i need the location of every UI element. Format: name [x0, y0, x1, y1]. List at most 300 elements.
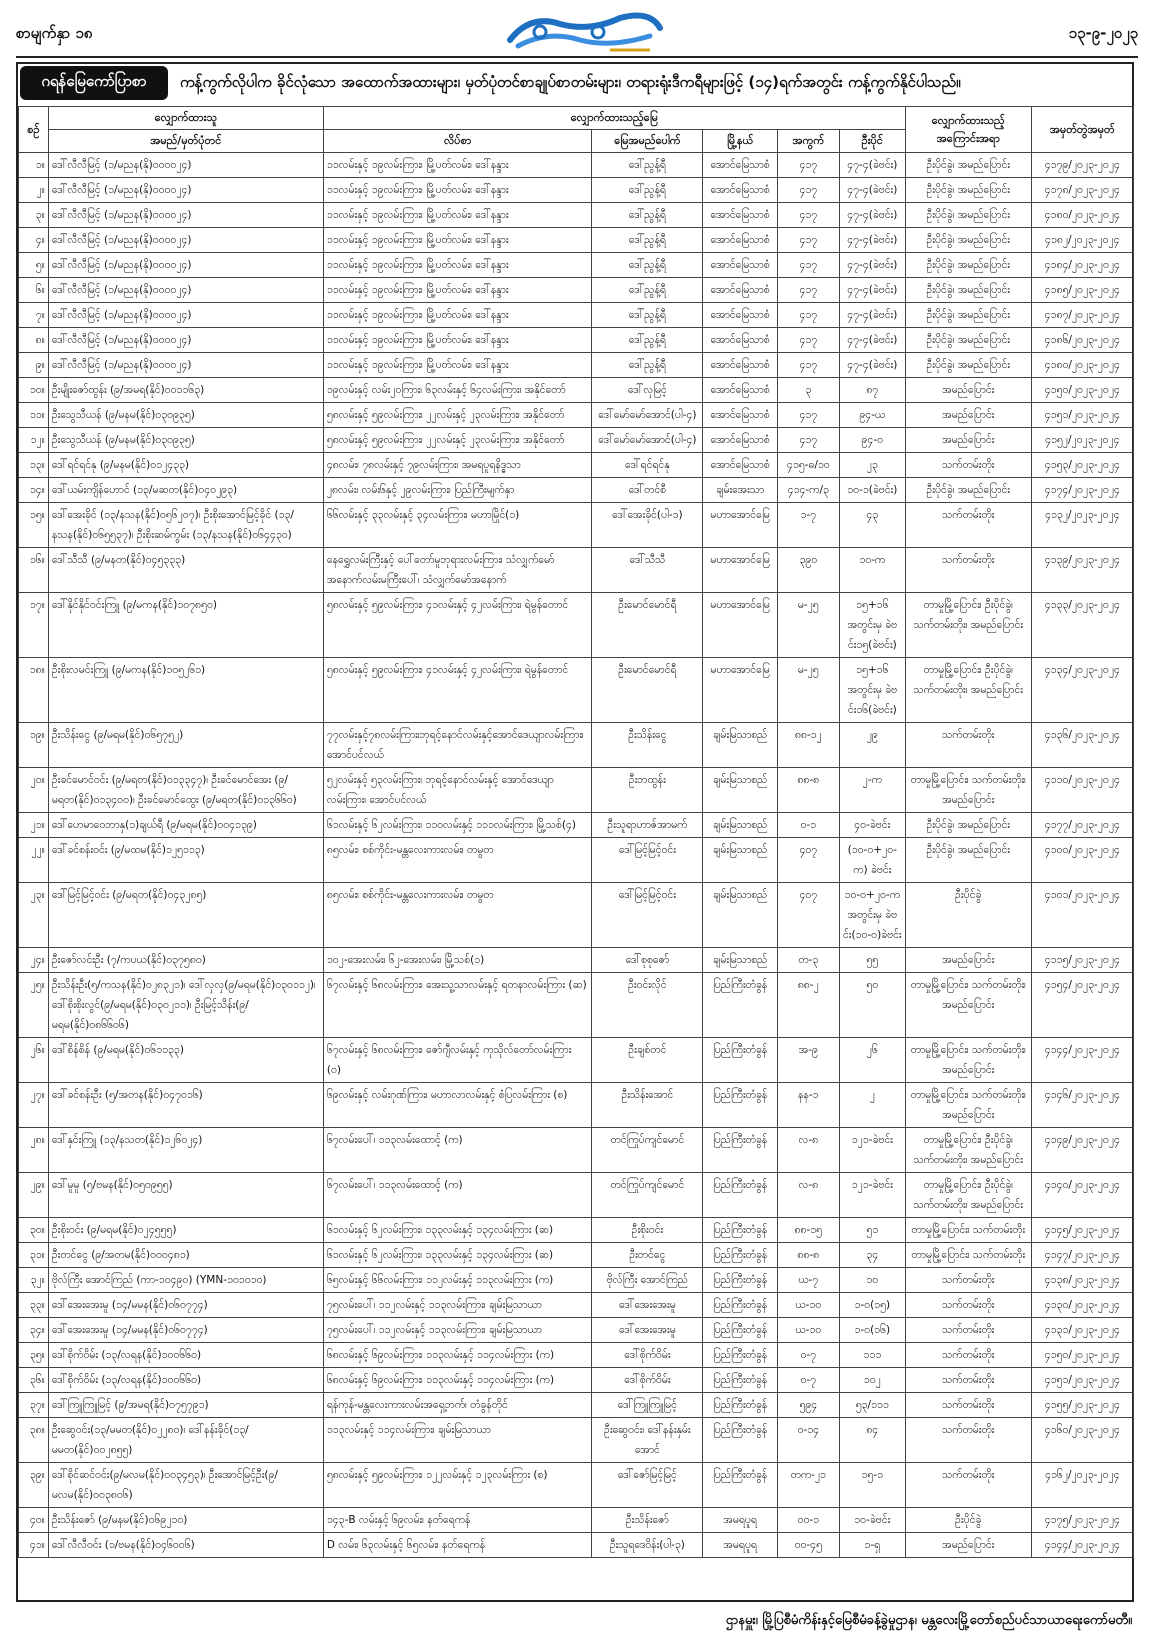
table-row [19, 378, 1134, 403]
row-number: ၂၆။ [19, 1038, 49, 1083]
table-row [19, 503, 1134, 548]
reason-cell: တာမှုမြို့ပြောင်း၊ သက်တမ်းတိုး၊ အမည်ပြောင်း [905, 768, 1031, 813]
reason-cell: အမည်ပြောင်း [905, 1533, 1031, 1558]
plot-cell: ၅၁ [839, 1218, 905, 1243]
applicant-cell: ဦးစိုးဝင်း (၉/မရမ(နိုင်)၀၂၄၅၅၅) [48, 1218, 323, 1243]
newspaper-logo [500, 10, 670, 56]
reg-no-cell: ၄၁၃၆/၂၀၂၃-၂၀၂၄ [1031, 723, 1133, 768]
land-name-cell: ဒေါ်ဇော်မြင့်မြင့် [592, 1463, 703, 1508]
township-cell: အမရပူရ [703, 1533, 778, 1558]
land-name-cell: ဒေါ်ညွန့်ရီ [592, 303, 703, 328]
plot-cell: ၅၃/၁၁၁ [839, 1393, 905, 1418]
plot-cell: ၁၀၂ [839, 1368, 905, 1393]
township-cell: ချမ်းမြသာစည် [703, 813, 778, 838]
block-cell: အ-၉ [777, 1038, 839, 1083]
row-number: ၃၅။ [19, 1343, 49, 1368]
plot-cell: ၄၇-၄(ခဲဗင်း) [839, 153, 905, 178]
land-name-cell: ဗိုလ်ကြီး အောင်ကြည် [592, 1268, 703, 1293]
plot-cell: ၄၇-၄(ခဲဗင်း) [839, 203, 905, 228]
applicant-cell: ဦးသွေသီယန် (၉/မနမ(နိုင်)၀၃၀၉၃၅) [48, 428, 323, 453]
table-row [19, 548, 1134, 593]
block-cell: ၅၉၄ [777, 1393, 839, 1418]
plot-cell: ၈၄ [839, 1418, 905, 1463]
applicant-cell: ဒေါ်ခင်စန်းဦး (၅/အတန(နိုင်)၀၄၇၀၁၆) [48, 1083, 323, 1128]
plot-cell: ၉၄-၀ [839, 428, 905, 453]
address-cell: ၆၈လမ်းနှင့် ၆၉လမ်းကြား၊ ၁၁၃လမ်းနှင့် ၁၁၄လမ်းကြား (က) [323, 1368, 592, 1393]
plot-cell: ၅၀ [839, 973, 905, 1038]
row-number: ၄၁။ [19, 1533, 49, 1558]
plot-cell: ၄၇-၄(ခဲဗင်း) [839, 178, 905, 203]
table-row [19, 1508, 1134, 1533]
header-block: အကွက် [777, 130, 839, 153]
land-name-cell: ဒေါ်မြင့်မြင့်ဝင်း [592, 838, 703, 883]
plot-cell: ၂ [839, 1083, 905, 1128]
header-land-name: မြေအမည်ပေါက် [592, 130, 703, 153]
land-name-cell: ဒေါ်မော်မော်အောင်(ပါ-၄) [592, 428, 703, 453]
row-number: ၃၁။ [19, 1243, 49, 1268]
address-cell: ၅၈လမ်းနှင့် ၅၉လမ်းကြား၊ ၄၁လမ်းနှင့် ၄၂လမ်းကြား၊ ရဲမွန်တောင် [323, 658, 592, 723]
reg-no-cell: ၄၁၅၄/၂၀၂၃-၂၀၂၄ [1031, 973, 1133, 1038]
row-number: ၁၃။ [19, 453, 49, 478]
table-row [19, 1368, 1134, 1393]
plot-cell: ၈၇ [839, 378, 905, 403]
block-cell: ၄၁၇ [777, 303, 839, 328]
township-cell: ပြည်ကြီးတံခွန် [703, 1038, 778, 1083]
row-number: ၄၀။ [19, 1508, 49, 1533]
township-cell: အောင်မြေသာစံ [703, 428, 778, 453]
reason-cell: အမည်ပြောင်း [905, 378, 1031, 403]
address-cell: ၁၁လမ်းနှင့် ၁၉လမ်းကြား၊ မြို့ပတ်လမ်း၊ ဒေါ်နန္ဒား [323, 278, 592, 303]
reason-cell: သက်တမ်းတိုး [905, 1418, 1031, 1463]
address-cell: ရန်ကုန်-မန္တလေးကားလမ်းအရှေ့ဘက်၊ တံခွန်တိုင် [323, 1393, 592, 1418]
reg-no-cell: ၄၁၃၀/၂၀၂၃-၂၀၂၄ [1031, 1293, 1133, 1318]
address-cell: ၁၉လမ်းနှင့် လမ်း၂၀ကြား၊ ၆၃လမ်းနှင့် ၆၄လမ်းကြား၊ အနိုင်တော် [323, 378, 592, 403]
township-cell: ပြည်ကြီးတံခွန် [703, 1463, 778, 1508]
applicant-cell: ဒေါ်လီလီမြင့် (၁/မညန(နို)၀၀၀၀၂၄) [48, 253, 323, 278]
block-cell: ၄၀၇ [777, 883, 839, 948]
applicant-cell: ဒေါ်လီလီမြင့် (၁/မညန(နို)၀၀၀၀၂၄) [48, 353, 323, 378]
row-number: ၁။ [19, 153, 49, 178]
header-reg-no: အမှတ်တွဲအမှတ် [1031, 107, 1133, 153]
row-number: ၂၃။ [19, 883, 49, 948]
plot-cell: ၄၇-၄(ခဲဗင်း) [839, 278, 905, 303]
reg-no-cell: ၄၁၄၆/၂၀၂၃-၂၀၂၄ [1031, 1083, 1133, 1128]
land-name-cell: ဒေါ်မြင့်မြင့်ဝင်း [592, 883, 703, 948]
township-cell: အောင်မြေသာစံ [703, 178, 778, 203]
reason-cell: သက်တမ်းတိုး [905, 1343, 1031, 1368]
address-cell: နေရွှေလမ်းကြီးနှင့် ပေါ်တော်မူဘုရားလမ်းကြား၊ သံလျှက်မော်အနောက်လမ်းမကြီးပေါ်၊ သံလျှက်မော်အနောက် [323, 548, 592, 593]
reason-cell: တာမှုမြို့ပြောင်း၊ သက်တမ်းတိုး [905, 1243, 1031, 1268]
address-cell: D လမ်း၊ ၆၃လမ်းနှင့် ၆၅လမ်း၊ နတ်ရေကန် [323, 1533, 592, 1558]
land-name-cell: တင်ကြုပ်ကျင်မောင် [592, 1173, 703, 1218]
row-number: ၃၈။ [19, 1418, 49, 1463]
header-address: လိပ်စာ [323, 130, 592, 153]
address-cell: ၄၈လမ်း၊ ၇၈လမ်းနှင့် ၇၉လမ်းကြား၊ အမရပူရနိဒ္ဓသာ [323, 453, 592, 478]
address-cell: ၆၇လမ်းနှင့် ၆၈လမ်းကြား၊ ဇော်ဂျီလမ်းနှင့် ကုသိုလ်တော်လမ်းကြား (ဝ) [323, 1038, 592, 1083]
reason-cell: ဦးပိုင်ခွဲ၊ အမည်ပြောင်း [905, 278, 1031, 303]
township-cell: အောင်မြေသာစံ [703, 378, 778, 403]
plot-cell: ၁၀-၀+၂၀-က အတွင်းမှ ခဲဗင်း(၁၀-၀)ခဲဗင်း [839, 883, 905, 948]
township-cell: ပြည်ကြီးတံခွန် [703, 973, 778, 1038]
applicant-cell: ဒေါ်ခင်စန်းဝင်း (၉/မထမ(နိုင်)၁၂၅၁၁၃) [48, 838, 323, 883]
reg-no-cell: ၄၁၇၅/၂၀၂၃-၂၀၂၄ [1031, 1508, 1133, 1533]
township-cell: အောင်မြေသာစံ [703, 153, 778, 178]
table-row [19, 403, 1134, 428]
applicant-cell: ဦးတင်ငွေ (၉/အတမ(နိုင်)၀၀၀၄၈၁) [48, 1243, 323, 1268]
land-name-cell: ဦးဘထွန်း [592, 768, 703, 813]
address-cell: ၁၄၃-B လမ်းနှင့် ၆၉လမ်း၊ နတ်ရေကန် [323, 1508, 592, 1533]
row-number: ၃၀။ [19, 1218, 49, 1243]
table-row [19, 1173, 1134, 1218]
table-row [19, 593, 1134, 658]
reason-cell: အမည်ပြောင်း [905, 948, 1031, 973]
reason-cell: တာမှုမြို့ပြောင်း၊ သက်တမ်းတိုး၊ အမည်ပြောင်း [905, 1038, 1031, 1083]
reason-cell: ဦးပိုင်ခွဲ၊ အမည်ပြောင်း [905, 253, 1031, 278]
table-row [19, 948, 1134, 973]
address-cell: ၆၈လမ်းနှင့် ၆၉လမ်းကြား၊ ၁၁၃လမ်းနှင့် ၁၁၄လမ်းကြား (က) [323, 1343, 592, 1368]
land-name-cell: ဒေါ်အေးအေးမူ [592, 1318, 703, 1343]
reg-no-cell: ၄၁၇၉/၂၀၂၃-၂၀၂၄ [1031, 153, 1133, 178]
block-cell: ၄၁၇ [777, 403, 839, 428]
address-cell: ၆၉လမ်းနှင့် လမ်းဂုဏ်ကြား၊ မဟာလာလမ်းနှင့် စံပြလမ်းကြား (စ) [323, 1083, 592, 1128]
row-number: ၂၈။ [19, 1128, 49, 1173]
reg-no-cell: ၄၁၃၈/၂၀၂၃-၂၀၂၄ [1031, 1268, 1133, 1293]
table-row [19, 203, 1134, 228]
row-number: ၁၉။ [19, 723, 49, 768]
plot-cell: ၁၀-က [839, 548, 905, 593]
applicant-cell: ဦးသွေသီယန် (၉/မနမ(နိုင်)၀၃၀၉၃၅) [48, 403, 323, 428]
reg-no-cell: ၄၁၀၁/၂၀၂၃-၂၀၂၄ [1031, 883, 1133, 948]
applicant-cell: ဦးဆွေဝင်း(၁၃/မမတ(နိုင်)၀၂၂၈၀)၊ ဒေါ်နန်းခိုင်(၁၃/မမတ(နိုင်)၀၀၂၈၅၅) [48, 1418, 323, 1463]
applicant-cell: ဒေါ်လီလီမြင့် (၁/မညန(နို)၀၀၀၀၂၄) [48, 303, 323, 328]
table-row [19, 658, 1134, 723]
reason-cell: သက်တမ်းတိုး [905, 548, 1031, 593]
address-cell: ၅၈လမ်းနှင့် ၅၉လမ်းကြား၊ ၄၁လမ်းနှင့် ၄၂လမ်းကြား၊ ရဲမွန်တောင် [323, 593, 592, 658]
applicant-cell: ဒေါ်ရင်ရင်နု (၉/မနမ(နိုင်)၀၁၂၄၃၃) [48, 453, 323, 478]
applicant-cell: ဒေါ်အေးအေးမူ (၁၄/မမန(နိုင်)၀၆၀၇၇၄) [48, 1318, 323, 1343]
applicant-cell: ဒေါ်စိုက်ဝိမ်း (၁၃/လရန(နိုင်)၁၀၀၆၆၀) [48, 1343, 323, 1368]
applicant-cell: ဒေါ်အေးခိုင် (၁၃/နသန(နိုင်)၀၅၆၂၀၇)၊ ဦးစိုးအောင်မြင့်ခိုင် (၁၃/နသန(နိုင်)၀၆၅၅၃၇)၊ ဦးစိုးဆမ်ကွမ်း (၁၃/နသန(နိုင်)၀၆၄၄၃၀) [48, 503, 323, 548]
address-cell: ၅၈လမ်းနှင့် ၅၉လမ်းကြား၊ ၁၂၂လမ်းနှင့် ၁၂၃လမ်းကြား (စ) [323, 1463, 592, 1508]
row-number: ၃။ [19, 203, 49, 228]
applicant-cell: ဦးခင်မောင်ဝင်း (၉/မရတ(နိုင်)၀၁၃၃၄၇)၊ ဦးခင်မောင်အေး (၉/မရတ(နိုင်)၀၁၃၄၀၀)၊ ဦးခင်မောင်ထွေး (၉/မရတ(နိုင်)၀၁၃၆၆၀) [48, 768, 323, 813]
plot-cell: ၁၀ [839, 1268, 905, 1293]
township-cell: ချမ်းအေးသာ [703, 478, 778, 503]
address-cell: ၆၇လမ်းနှင့် ၆၈လမ်းကြား၊ အေးသူ့သာလမ်းနှင့် ရတနာလမ်းကြား (ဆ) [323, 973, 592, 1038]
table-row [19, 353, 1134, 378]
header-land-group: လျှောက်ထားသည့်မြေ [323, 107, 905, 130]
reg-no-cell: ၄၁၈၇/၂၀၂၃-၂၀၂၄ [1031, 303, 1133, 328]
applicant-cell: ဒေါ်စိုင်ဆင်ဝင်း(၉/မလမ(နိုင်)၀၀၃၄၅၃)၊ ဦးအောင်မြင့်ဦး(၉/မလမ(နိုင်)၀၀၃၈၀၆) [48, 1463, 323, 1508]
township-cell: အောင်မြေသာစံ [703, 453, 778, 478]
township-cell: ပြည်ကြီးတံခွန် [703, 1393, 778, 1418]
applicant-cell: ဦးသိန်းဦး(၅/ကသန(နိုင်)၀၂၈၃၂၁)၊ ဒေါ်လှလှ(၉/မရမ(နိုင်)၀၃၀၁၁၂)၊ ဒေါ်စိုးစိုးလွင်(၉/မရမ(နိုင်)၀၃၀၂၁၁)၊ ဦးမြင့်သိန်း(၉/မရမ(နိုင်)၀၈၆၆၀၆) [48, 973, 323, 1038]
row-number: ၂၁။ [19, 813, 49, 838]
address-cell: ၆၁လမ်းနှင့် ၆၂လမ်းကြား၊ ၁၁၀လမ်းနှင့် ၁၁၁လမ်းကြား၊ မြို့သစ်(၄) [323, 813, 592, 838]
address-cell: ၆၆လမ်းနှင့် ၃၃လမ်းနှင့် ၃၄လမ်းကြား၊ မဟာမြိုင်(၁) [323, 503, 592, 548]
plot-cell: ၄၇-၄(ခဲဗင်း) [839, 353, 905, 378]
reason-cell: သက်တမ်းတိုး [905, 1318, 1031, 1343]
land-registry-table [18, 106, 1134, 1558]
plot-cell: ၁၀-၁(ခဲဗင်း) [839, 478, 905, 503]
township-cell: မဟာအောင်မြေ [703, 503, 778, 548]
address-cell: ၆၁လမ်းနှင့် ၆၂လမ်းကြား၊ ၁၃၃လမ်းနှင့် ၁၃၄လမ်းကြား (ဆ) [323, 1218, 592, 1243]
block-cell: ၀-၁ [777, 813, 839, 838]
applicant-cell: ဒေါ်လီလီမြင့် (၁/မညန(နို)၀၀၀၀၂၄) [48, 178, 323, 203]
block-cell: တ-၃ [777, 948, 839, 973]
table-row [19, 1083, 1134, 1128]
land-name-cell: ဒေါ်စိုက်ဝိမ်း [592, 1368, 703, 1393]
applicant-cell: ဒေါ်အေးအေးမူ (၁၄/မမန(နိုင်)၀၆၀၇၇၄) [48, 1293, 323, 1318]
land-name-cell: ဦးသိန်းအောင် [592, 1083, 703, 1128]
reason-cell: တာမှုမြို့ပြောင်း၊ ဦးပိုင်ခွဲ၊ သက်တမ်းတိုး၊ အမည်ပြောင်း [905, 658, 1031, 723]
reason-cell: ဦးပိုင်ခွဲ၊ အမည်ပြောင်း [905, 813, 1031, 838]
land-name-cell: ဒေါ်ညွန့်ရီ [592, 228, 703, 253]
row-number: ၁၇။ [19, 593, 49, 658]
township-cell: အောင်မြေသာစံ [703, 203, 778, 228]
address-cell: ၈၅လမ်း၊ စစ်ကိုင်း-မန္တလေးကားလမ်း၊ တမွတ [323, 883, 592, 948]
reason-cell: သက်တမ်းတိုး [905, 503, 1031, 548]
table-row [19, 1218, 1134, 1243]
reason-cell: ဦးပိုင်ခွဲ [905, 1508, 1031, 1533]
land-name-cell: ဦးသိန်းဇော် [592, 1508, 703, 1533]
row-number: ၃၃။ [19, 1293, 49, 1318]
applicant-cell: ဦးမျိုးဇော်ထွန်း (၉/အမရ(နိုင်)၀၀၁၁၆၃) [48, 378, 323, 403]
row-number: ၂၄။ [19, 948, 49, 973]
land-name-cell: တင်ကြုပ်ကျင်မောင် [592, 1128, 703, 1173]
land-name-cell: ဒေါ်လှမြင့် [592, 378, 703, 403]
reg-no-cell: ၄၁၅၀/၂၀၂၃-၂၀၂၄ [1031, 1343, 1133, 1368]
block-cell: ၈၈-၈ [777, 1243, 839, 1268]
land-name-cell: ဒေါ်သီသီ [592, 548, 703, 593]
block-cell: ၄၁၇ [777, 278, 839, 303]
block-cell: ၄၁၇ [777, 253, 839, 278]
row-number: ၂။ [19, 178, 49, 203]
block-cell: ၄၁၄-က/၃ [777, 478, 839, 503]
reg-no-cell: ၄၁၄၅/၂၀၂၃-၂၀၂၄ [1031, 1218, 1133, 1243]
plot-cell: ၄၇-၄(ခဲဗင်း) [839, 303, 905, 328]
header-applicant: အမည်/မှတ်ပုံတင် [48, 130, 323, 153]
table-row [19, 1318, 1134, 1343]
applicant-cell: ဒေါ်သီသီ (၉/မနတ(နိုင်)၀၄၅၃၃၃) [48, 548, 323, 593]
plot-cell: ၁၅+၁၆ အတွင်းမှ ခဲဗင်း၁၅(ခဲဗင်း) [839, 593, 905, 658]
reg-no-cell: ၄၁၆၂/၂၀၂၃-၂၀၂၄ [1031, 1463, 1133, 1508]
township-cell: ပြည်ကြီးတံခွန် [703, 1243, 778, 1268]
reason-cell: တာမှုမြို့ပြောင်း၊ ဦးပိုင်ခွဲ၊ သက်တမ်းတိုး၊ အမည်ပြောင်း [905, 593, 1031, 658]
table-row [19, 1418, 1134, 1463]
reg-no-cell: ၄၁၈၆/၂၀၂၃-၂၀၂၄ [1031, 328, 1133, 353]
reg-no-cell: ၄၁၄၉/၂၀၂၃-၂၀၂၄ [1031, 1128, 1133, 1173]
township-cell: ချမ်းမြသာစည် [703, 768, 778, 813]
block-cell: ဝ-၇ [777, 1368, 839, 1393]
reg-no-cell: ၄၁၃၉/၂၀၂၃-၂၀၂၄ [1031, 548, 1133, 593]
block-cell: ၀၀-၄၅ [777, 1533, 839, 1558]
land-name-cell: ဦးသိန်းငွေ [592, 723, 703, 768]
applicant-cell: ဒေါ်လီလီဝင်း (၁/ဗမန(နိုင်)၀၄၆၀၀၆) [48, 1533, 323, 1558]
block-cell: ၄၁၇ [777, 353, 839, 378]
block-cell: ၄၁၇ [777, 203, 839, 228]
plot-cell: ၁-၀(၁၆) [839, 1318, 905, 1343]
plot-cell: ၃၄ [839, 1243, 905, 1268]
block-cell: ဝ-၇ [777, 1343, 839, 1368]
reg-no-cell: ၄၁၄၄/၂၀၂၃-၂၀၂၄ [1031, 1038, 1133, 1083]
table-row [19, 838, 1134, 883]
applicant-cell: ဒေါ်စိန်စိန် (၉/မရမ(နိုင်)၀၆၁၁၃၃) [48, 1038, 323, 1083]
reg-no-cell: ၄၁၇၈/၂၀၂၃-၂၀၂၄ [1031, 178, 1133, 203]
reg-no-cell: ၄၁၁၅/၂၀၂၃-၂၀၂၄ [1031, 948, 1133, 973]
land-name-cell: ဒေါ်အေးအေးမူ [592, 1293, 703, 1318]
plot-cell: (၁၀-၀+၂၀-က) ခဲဗင်း [839, 838, 905, 883]
row-number: ၁၆။ [19, 548, 49, 593]
reg-no-cell: ၄၁၅၀/၂၀၂၃-၂၀၂၄ [1031, 378, 1133, 403]
address-cell: ၁၁လမ်းနှင့် ၁၉လမ်းကြား၊ မြို့ပတ်လမ်း၊ ဒေါ်နန္ဒား [323, 178, 592, 203]
township-cell: အောင်မြေသာစံ [703, 403, 778, 428]
applicant-cell: ဒေါ်လီလီမြင့် (၁/မညန(နို)၀၀၀၀၂၄) [48, 228, 323, 253]
row-number: ၄။ [19, 228, 49, 253]
township-cell: ပြည်ကြီးတံခွန် [703, 1318, 778, 1343]
row-number: ၃၇။ [19, 1393, 49, 1418]
reg-no-cell: ၄၁၈၂/၂၀၂၃-၂၀၂၄ [1031, 228, 1133, 253]
table-row [19, 768, 1134, 813]
land-name-cell: ဒေါ်ညွန့်ရီ [592, 353, 703, 378]
row-number: ၃၉။ [19, 1463, 49, 1508]
table-row [19, 1293, 1134, 1318]
land-name-cell: ဒေါ်ညွန့်ရီ [592, 178, 703, 203]
page-number: စာမျက်နှာ ၁၈ [16, 24, 93, 42]
row-number: ၁၁။ [19, 403, 49, 428]
applicant-cell: ဦးစိုးလမင်းကြူ (၉/မကန(နိုင်)၁၀၅၂၆၁) [48, 658, 323, 723]
row-number: ၂၉။ [19, 1173, 49, 1218]
plot-cell: ၁၂၁-ခဲဗင်း [839, 1128, 905, 1173]
table-row [19, 328, 1134, 353]
applicant-cell: ဒေါ်ယမ်းကျိန်ဟောင် (၁၃/မဆတ(နိုင်)၀၄၀၂၉၃) [48, 478, 323, 503]
reg-no-cell: ၄၁၈၄/၂၀၂၃-၂၀၂၄ [1031, 253, 1133, 278]
row-number: ၆။ [19, 278, 49, 303]
address-cell: ၁၁၃လမ်းနှင့် ၁၁၄လမ်းကြား၊ ချမ်းမြသာယာ [323, 1418, 592, 1463]
reason-cell: တာမှုမြို့ပြောင်း၊ သက်တမ်းတိုး [905, 1218, 1031, 1243]
table-row [19, 1463, 1134, 1508]
township-cell: ပြည်ကြီးတံခွန် [703, 1293, 778, 1318]
township-cell: ပြည်ကြီးတံခွန် [703, 1418, 778, 1463]
township-cell: အောင်မြေသာစံ [703, 253, 778, 278]
header-no: စဉ် [19, 107, 49, 153]
reason-cell: သက်တမ်းတိုး [905, 1463, 1031, 1508]
plot-cell: ၂၉ [839, 723, 905, 768]
row-number: ၁၀။ [19, 378, 49, 403]
footer-signature: ဌာနမှူး၊ မြို့ပြစီမံကိန်းနှင့်မြေစီမံခန့်ခွဲမှုဌာန၊ မန္တလေးမြို့တော်စည်ပင်သာယာရေးကော်မတီ။ [725, 1613, 1132, 1628]
block-cell: ၄၁၇ [777, 428, 839, 453]
reg-no-cell: ၄၁၄၀/၂၀၂၃-၂၀၂၄ [1031, 1173, 1133, 1218]
table-row [19, 1268, 1134, 1293]
row-number: ၂၅။ [19, 973, 49, 1038]
applicant-cell: ဒေါ်လီလီမြင့် (၁/မညန(နို)၀၀၀၀၂၄) [48, 153, 323, 178]
township-cell: ပြည်ကြီးတံခွန် [703, 1083, 778, 1128]
plot-cell: ၄၇-၄(ခဲဗင်း) [839, 228, 905, 253]
address-cell: ၁၁လမ်းနှင့် ၁၉လမ်းကြား၊ မြို့ပတ်လမ်း၊ ဒေါ်နန္ဒား [323, 253, 592, 278]
address-cell: ၅၈လမ်းနှင့် ၅၉လမ်းကြား၊ ၂၂လမ်းနှင့် ၂၃လမ်းကြား၊ အနိုင်တော် [323, 403, 592, 428]
address-cell: ၂၈လမ်း၊ လမ်း၆နှင့် ၂၉လမ်းကြား၊ ပြည်ကြီးမျက်နှာ [323, 478, 592, 503]
reason-cell: တာမှုမြို့ပြောင်း၊ သက်တမ်းတိုး၊ အမည်ပြောင်း [905, 973, 1031, 1038]
reg-no-cell: ၄၁၈၅/၂၀၂၃-၂၀၂၄ [1031, 278, 1133, 303]
reg-no-cell: ၄၁၄၄/၂၀၂၃-၂၀၂၄ [1031, 1533, 1133, 1558]
reason-cell: သက်တမ်းတိုး [905, 1268, 1031, 1293]
reason-cell: ဦးပိုင်ခွဲ၊ အမည်ပြောင်း [905, 153, 1031, 178]
block-cell: ၈၈-၁၂ [777, 723, 839, 768]
block-cell: ၄၁၇ [777, 228, 839, 253]
block-cell: ၄၁၇ [777, 328, 839, 353]
plot-cell: ၂၃ [839, 453, 905, 478]
block-cell: ၈၈-၂ [777, 973, 839, 1038]
reason-cell: ဦးပိုင်ခွဲ၊ အမည်ပြောင်း [905, 478, 1031, 503]
land-name-cell: ဦးမောင်မောင်ရီ [592, 658, 703, 723]
township-cell: ပြည်ကြီးတံခွန် [703, 1218, 778, 1243]
header-reason: လျှောက်ထားသည့် အကြောင်းအရာ [905, 107, 1031, 153]
plot-cell: ၂၆ [839, 1038, 905, 1083]
reason-cell: ဦးပိုင်ခွဲ၊ အမည်ပြောင်း [905, 353, 1031, 378]
reg-no-cell: ၄၁၇၄/၂၀၂၃-၂၀၂၄ [1031, 478, 1133, 503]
address-cell: ၇၅လမ်းပေါ်၊ ၁၁၂လမ်းနှင့် ၁၁၃လမ်းကြား၊ ချမ်းမြသာယာ [323, 1293, 592, 1318]
table-row [19, 453, 1134, 478]
block-cell: ၄၁၅-ဓ/၁၀ [777, 453, 839, 478]
address-cell: ၁၁လမ်းနှင့် ၁၉လမ်းကြား၊ မြို့ပတ်လမ်း၊ ဒေါ်နန္ဒား [323, 303, 592, 328]
table-row [19, 1128, 1134, 1173]
table-row [19, 1243, 1134, 1268]
reason-cell: ဦးပိုင်ခွဲ၊ အမည်ပြောင်း [905, 838, 1031, 883]
table-row [19, 723, 1134, 768]
township-cell: အောင်မြေသာစံ [703, 328, 778, 353]
land-name-cell: ဒေါ်ညွန့်ရီ [592, 203, 703, 228]
land-name-cell: ဦးဝင်းလိုင် [592, 973, 703, 1038]
applicant-cell: ဦးဇော်လင်းဦး (၇/ကပယ(နိုင်)၀၃၇၅၈၀) [48, 948, 323, 973]
land-name-cell: ဒေါ်ညွန့်ရီ [592, 153, 703, 178]
plot-cell: ၁-ရှ [839, 1533, 905, 1558]
row-number: ၁၅။ [19, 503, 49, 548]
township-cell: ချမ်းမြသာစည် [703, 723, 778, 768]
address-cell: ၁၁လမ်းနှင့် ၁၉လမ်းကြား၊ မြို့ပတ်လမ်း၊ ဒေါ်နန္ဒား [323, 203, 592, 228]
block-cell: ၀၀-၁ [777, 1508, 839, 1533]
table-row [19, 973, 1134, 1038]
reason-cell: ဦးပိုင်ခွဲ၊ အမည်ပြောင်း [905, 303, 1031, 328]
land-name-cell: ဒေါ်စိုက်ဝိမ်း [592, 1343, 703, 1368]
reason-cell: တာမှုမြို့ပြောင်း၊ ဦးပိုင်ခွဲ၊ သက်တမ်းတိုး၊ အမည်ပြောင်း [905, 1128, 1031, 1173]
land-name-cell: ဒေါ်ညွန့်ရီ [592, 328, 703, 353]
row-number: ၅။ [19, 253, 49, 278]
applicant-cell: ဒေါ်မြင့်မြင့်ဝင်း (၉/မရတ(နိုင်)၀၄၃၂၈၅) [48, 883, 323, 948]
land-name-cell: ဦးစိုးဝင်း [592, 1218, 703, 1243]
block-cell: မ-၂၅ [777, 658, 839, 723]
row-number: ၂၀။ [19, 768, 49, 813]
land-name-cell: ဦးဆွေဝင်း၊ ဒေါ်နန်းနှမ်းအောင် [592, 1418, 703, 1463]
row-number: ၈။ [19, 328, 49, 353]
land-name-cell: ဒေါ်မော်မော်အောင်(ပါ-၄) [592, 403, 703, 428]
applicant-cell: ဒေါ်လီလီမြင့် (၁/မညန(နို)၀၀၀၀၂၄) [48, 278, 323, 303]
township-cell: မဟာအောင်မြေ [703, 548, 778, 593]
block-cell: ယ-၁၀ [777, 1318, 839, 1343]
table-row [19, 278, 1134, 303]
page-date: ၁၃-၉-၂၀၂၃ [1068, 24, 1138, 42]
township-cell: အောင်မြေသာစံ [703, 353, 778, 378]
reason-cell: သက်တမ်းတိုး [905, 453, 1031, 478]
address-cell: ၆၇လမ်းပေါ်၊ ၁၁၃လမ်းထောင့် (က) [323, 1173, 592, 1218]
table-row [19, 228, 1134, 253]
land-name-cell: ဒေါ်ညွန့်ရီ [592, 253, 703, 278]
reg-no-cell: ၄၁၃၃/၂၀၂၃-၂၀၂၄ [1031, 593, 1133, 658]
township-cell: ပြည်ကြီးတံခွန် [703, 1268, 778, 1293]
applicant-cell: ဦးသိန်းဇော် (၉/မနမ(နိုင်)၀၆၉၂၁၀) [48, 1508, 323, 1533]
reg-no-cell: ၄၁၈၀/၂၀၂၃-၂၀၂၄ [1031, 203, 1133, 228]
table-row [19, 883, 1134, 948]
address-cell: ၅၈လမ်းနှင့် ၅၉လမ်းကြား၊ ၂၂လမ်းနှင့် ၂၃လမ်းကြား၊ အနိုင်တော် [323, 428, 592, 453]
